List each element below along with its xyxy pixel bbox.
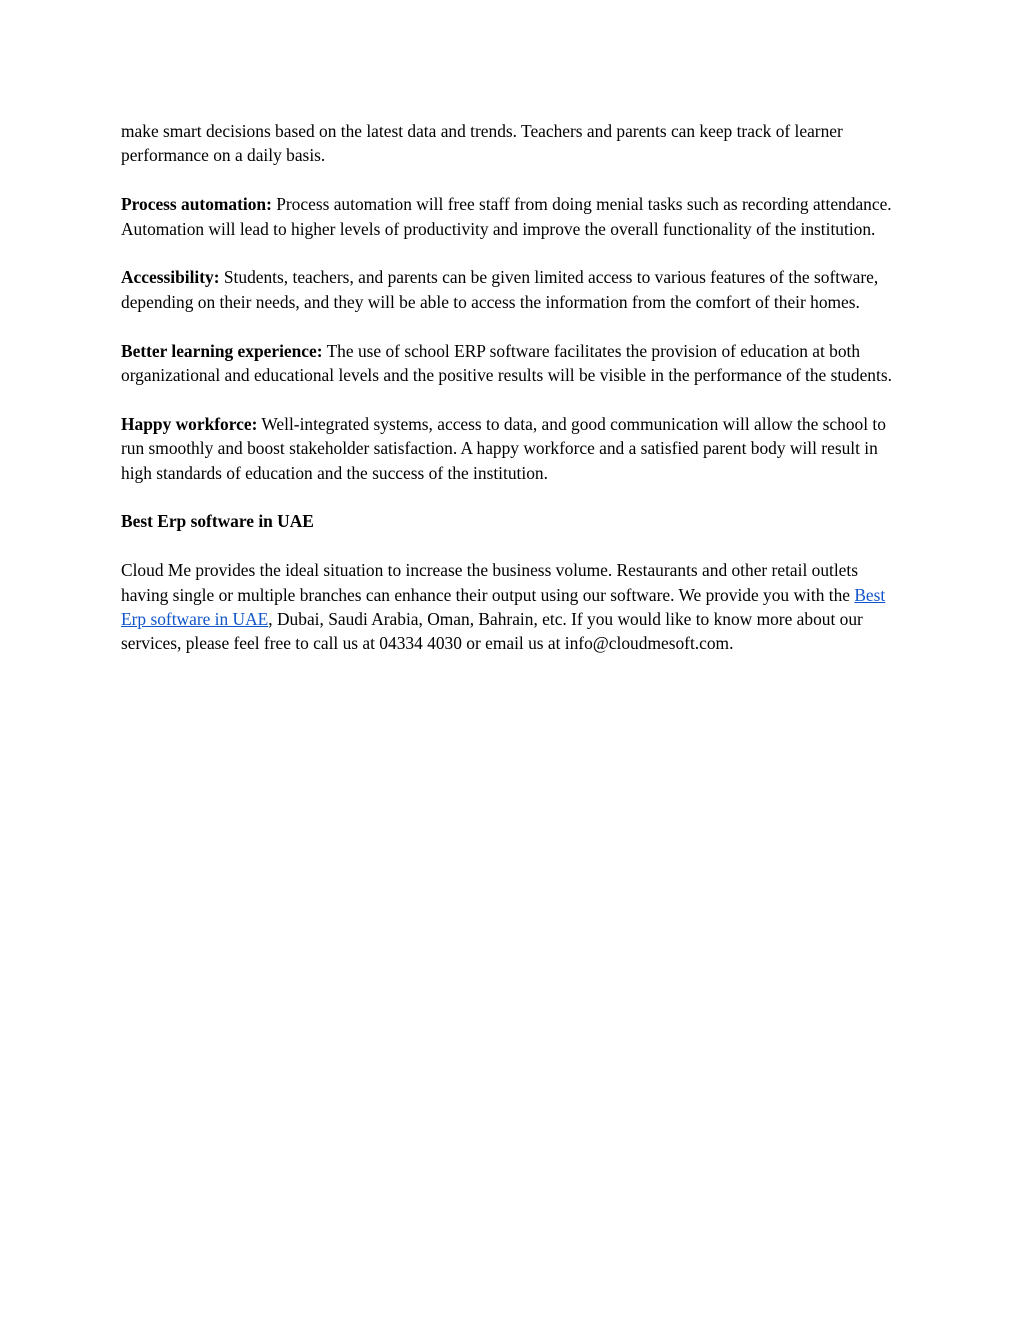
benefit-text: Students, teachers, and parents can be given limited access to various features of the software, depending on their needs, and they will be able to access the information from the comfort of their homes. [121,267,879,312]
benefit-paragraph-better-learning [121,339,907,388]
benefit-title: Accessibility: [121,267,220,288]
section-heading: Best Erp software in UAE [121,511,314,532]
erp-software-link[interactable]: Best Erp software in UAE [121,584,886,630]
document-page [121,119,907,680]
benefit-text: Process automation will free staff from doing menial tasks such as recording attendance. Automation will lead to higher levels of productivity and improve the overall functionality of the institution. [121,194,892,239]
benefit-paragraph-accessibility [121,265,907,314]
benefit-title: Happy workforce: [121,413,258,434]
benefit-paragraph-process-automation [121,192,907,241]
benefit-paragraph-happy-workforce [121,412,907,485]
benefit-text: Well-integrated systems, access to data, and good communication will allow the school to run smoothly and boost stakeholder satisfaction. A happy workforce and a satisfied parent body will result in high standards of education and the success of the institution. [121,413,886,483]
closing-text-before-link: Cloud Me provides the ideal situation to increase the business volume. Restaurants and other retail outlets having single or multiple branches can enhance their output using our software. We provide you with the [121,560,859,605]
intro-paragraph [121,119,907,168]
intro-text: make smart decisions based on the latest data and trends. Teachers and parents can keep track of learner performance on a daily basis. [121,121,843,166]
closing-text-after-link: , Dubai, Saudi Arabia, Oman, Bahrain, etc. If you would like to know more about our services, please feel free to call us at 04334 4030 or email us at info@cloudmesoft.com. [121,609,863,654]
benefit-title: Process automation: [121,194,272,215]
benefit-title: Better learning experience: [121,340,323,361]
benefit-text: The use of school ERP software facilitates the provision of education at both organizational and educational levels and the positive results will be visible in the performance of the students. [121,340,892,386]
closing-paragraph [121,558,907,656]
